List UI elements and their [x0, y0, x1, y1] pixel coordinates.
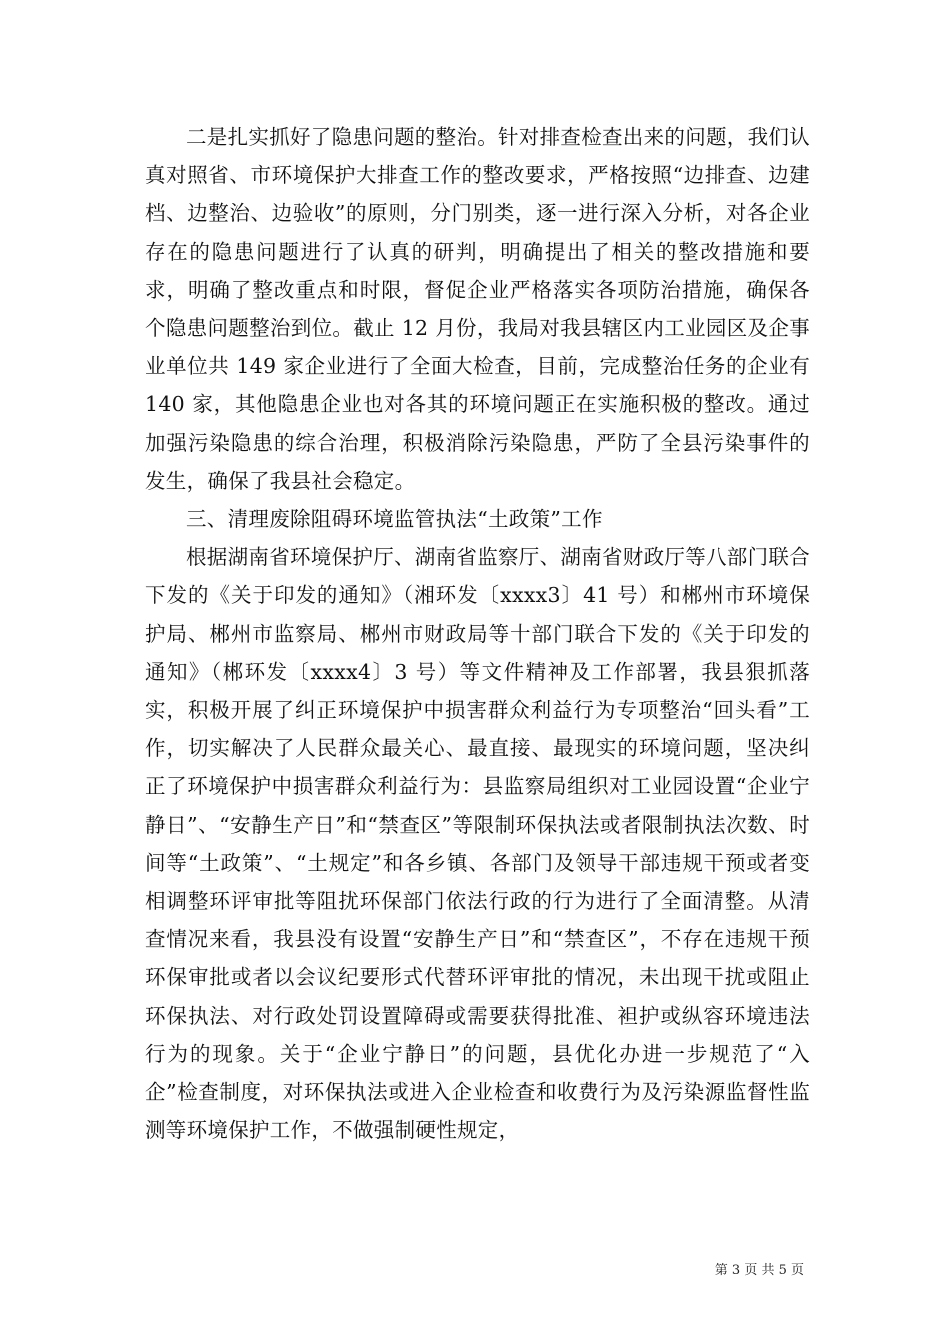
page-number: 第 3 页 共 5 页 [714, 1263, 804, 1278]
paragraph-rectification: 二是扎实抓好了隐患问题的整治。针对排查检查出来的问题，我们认真对照省、市环境保护大排查工作的整改要求，严格按照“边排查、边建档、边整治、边验收”的原则，分门别类，逐一进行深入分析，对各企业存在的隐患问题进行了认真的研判，明确提出了相关的整改措施和要求，明确了整改重点和时限，督促企业严格落实各项防治措施，确保各个隐患问题整治到位。截止 12 月份，我局对我县辖区内工业园区及企事业单位共 149 家企业进行了全面大检查，目前，完成整治任务的企业有 140 家，其他隐患企业也对各其的环境问题正在实施积极的整改。通过加强污染隐患的综合治理，积极消除污染隐患，严防了全县污染事件的发生，确保了我县社会稳定。 [145, 125, 810, 493]
document-body [145, 118, 810, 1149]
paragraph-policy-cleanup: 根据湖南省环境保护厅、湖南省监察厅、湖南省财政厅等八部门联合下发的《关于印发的通知》（湘环发〔xxxx3〕41 号）和郴州市环境保护局、郴州市监察局、郴州市财政局等十部门联合下发的《关于印发的通知》（郴环发〔xxxx4〕3 号）等文件精神及工作部署，我县狠抓落实，积极开展了纠正环境保护中损害群众利益行为专项整治“回头看”工作，切实解决了人民群众最关心、最直接、最现实的环境问题，坚决纠正了环境保护中损害群众利益行为：县监察局组织对工业园设置“企业宁静日”、“安静生产日”和“禁查区”等限制环保执法或者限制执法次数、时间等“土政策”、“土规定”和各乡镇、各部门及领导干部违规干预或者变相调整环评审批等阻扰环保部门依法行政的行为进行了全面清整。从清查情况来看，我县没有设置“安静生产日”和“禁查区”，不存在违规干预环保审批或者以会议纪要形式代替环评审批的情况，未出现干扰或阻止环保执法、对行政处罚设置障碍或需要获得批准、袒护或纵容环境违法行为的现象。关于“企业宁静日”的问题，县优化办进一步规范了“入企”检查制度，对环保执法或进入企业检查和收费行为及污染源监督性监测等环境保护工作，不做强制硬性规定， [145, 545, 810, 1143]
section-heading-3: 三、清理废除阻碍环境监管执法“土政策”工作 [186, 507, 603, 532]
